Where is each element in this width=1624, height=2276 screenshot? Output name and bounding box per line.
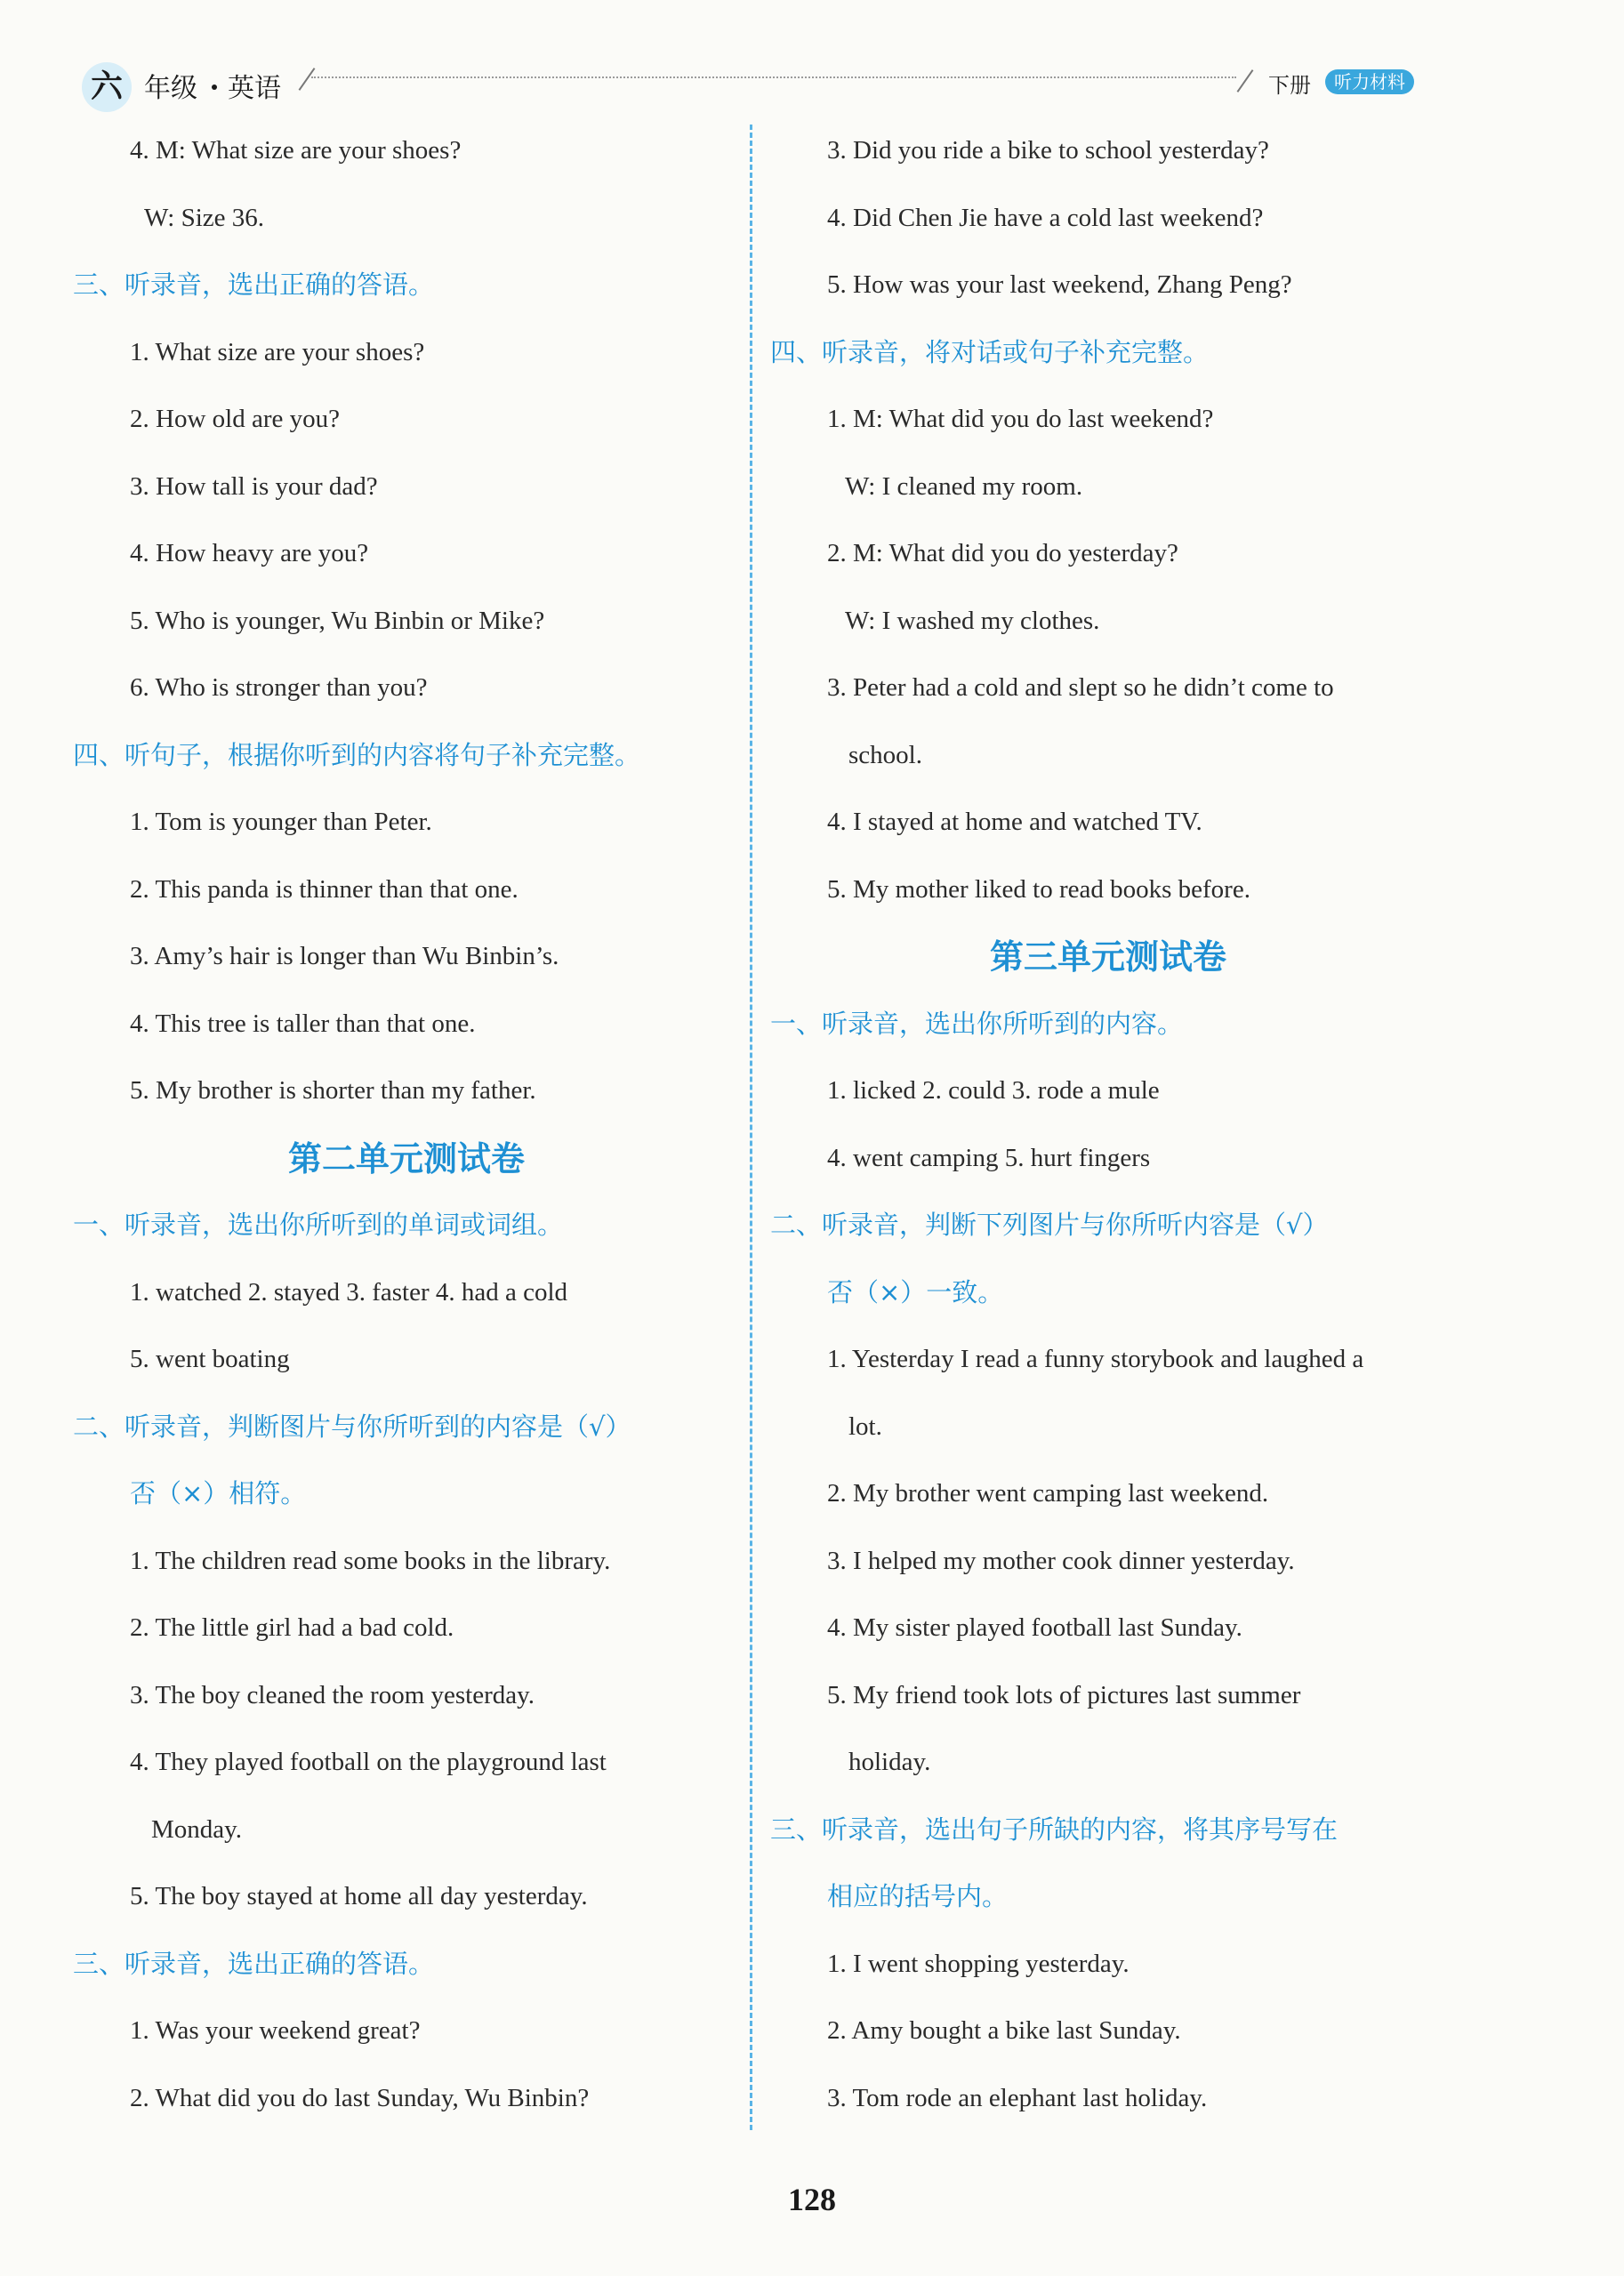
list-item: 4. went camping 5. hurt fingers bbox=[827, 1143, 1151, 1172]
section-heading-continued: 相应的括号内。 bbox=[827, 1881, 1009, 1911]
right-column bbox=[770, 117, 1446, 2132]
list-item: 1. The children read some books in the library. bbox=[130, 1546, 611, 1575]
section-heading-continued: 否（×）相符。 bbox=[130, 1478, 307, 1508]
list-item: 2. How old are you? bbox=[130, 405, 340, 433]
list-item: 2. This panda is thinner than that one. bbox=[130, 874, 519, 904]
grade-badge: 六 bbox=[82, 62, 132, 112]
list-item: 3. Tom rode an elephant last holiday. bbox=[827, 2083, 1208, 2112]
list-item: 4. Did Chen Jie have a cold last weekend? bbox=[827, 203, 1264, 232]
list-item: 1. Tom is younger than Peter. bbox=[130, 808, 432, 836]
section-heading: 二、听录音，判断下列图片与你所听内容是（√） bbox=[770, 1210, 1329, 1240]
list-item: 2. Amy bought a bike last Sunday. bbox=[827, 2016, 1181, 2045]
dialogue-line: W: Size 36. bbox=[144, 203, 265, 232]
list-item-continued: 4. M: What size are your shoes? bbox=[130, 136, 462, 165]
list-item-continued: lot. bbox=[848, 1411, 882, 1441]
section-heading: 三、听录音，选出句子所缺的内容，将其序号写在 bbox=[770, 1814, 1339, 1845]
list-item: 2. M: What did you do yesterday? bbox=[827, 539, 1178, 567]
left-column bbox=[73, 117, 740, 2132]
unit-test-title: 第三单元测试卷 bbox=[989, 937, 1226, 977]
list-item: 6. Who is stronger than you? bbox=[130, 673, 428, 702]
unit-test-title: 第二单元测试卷 bbox=[287, 1138, 525, 1178]
section-heading: 四、听句子，根据你听到的内容将句子补充完整。 bbox=[73, 739, 641, 770]
list-item: 2. My brother went camping last weekend. bbox=[827, 1479, 1269, 1508]
dialogue-line: W: I cleaned my room. bbox=[845, 471, 1083, 501]
subject-label: 英语 bbox=[228, 73, 281, 104]
section-heading: 四、听录音，将对话或句子补充完整。 bbox=[770, 336, 1210, 367]
header-dotted-rule bbox=[311, 76, 1236, 78]
page-number: 128 bbox=[788, 2182, 836, 2217]
column-divider bbox=[750, 125, 752, 2130]
list-item: 3. How tall is your dad? bbox=[130, 471, 378, 501]
list-item: 5. My mother liked to read books before. bbox=[827, 874, 1250, 904]
list-item: 1. I went shopping yesterday. bbox=[827, 1949, 1130, 1978]
list-item: 4. I stayed at home and watched TV. bbox=[827, 808, 1202, 836]
header-slash-right bbox=[1237, 69, 1254, 92]
list-item-continued: holiday. bbox=[848, 1748, 931, 1776]
list-item: 3. The boy cleaned the room yesterday. bbox=[130, 1680, 535, 1709]
list-item: 2. The little girl had a bad cold. bbox=[130, 1613, 454, 1642]
grade-label: 年级 bbox=[144, 73, 197, 104]
list-item: 5. went boating bbox=[130, 1345, 290, 1373]
list-item: 5. Who is younger, Wu Binbin or Mike? bbox=[130, 606, 545, 635]
list-item: 4. This tree is taller than that one. bbox=[130, 1009, 476, 1038]
list-item: 1. Yesterday I read a funny storybook and laughed a bbox=[827, 1345, 1364, 1373]
list-item: 4. They played football on the playground last bbox=[130, 1748, 607, 1776]
header-slash-left bbox=[299, 68, 316, 91]
list-item: 5. The boy stayed at home all day yesterday. bbox=[130, 1882, 588, 1910]
section-heading: 三、听录音，选出正确的答语。 bbox=[73, 269, 435, 300]
list-item: 1. M: What did you do last weekend? bbox=[827, 405, 1214, 433]
list-item-continued: school. bbox=[848, 740, 922, 769]
list-item: 3. Did you ride a bike to school yesterday? bbox=[827, 136, 1269, 165]
list-item: 5. My friend took lots of pictures last summer bbox=[827, 1680, 1301, 1709]
list-item-continued: Monday. bbox=[151, 1814, 243, 1844]
section-heading: 二、听录音，判断图片与你所听到的内容是（√） bbox=[73, 1411, 631, 1442]
list-item: 4. How heavy are you? bbox=[130, 539, 369, 567]
list-item: 3. Amy’s hair is longer than Wu Binbin’s. bbox=[130, 942, 559, 970]
list-item: 3. I helped my mother cook dinner yesterday. bbox=[827, 1546, 1295, 1575]
section-heading: 三、听录音，选出正确的答语。 bbox=[73, 1948, 435, 1979]
header-separator-dot bbox=[212, 84, 217, 90]
list-item: 1. What size are your shoes? bbox=[130, 337, 425, 366]
volume-label: 下册 bbox=[1268, 73, 1311, 98]
list-item: 5. How was your last weekend, Zhang Peng? bbox=[827, 270, 1292, 299]
page-header bbox=[0, 0, 1624, 116]
section-heading-continued: 否（×）一致。 bbox=[827, 1276, 1004, 1307]
dialogue-line: W: I washed my clothes. bbox=[845, 606, 1100, 635]
list-item: 1. Was your weekend great? bbox=[130, 2016, 421, 2045]
listening-material-badge: 听力材料 bbox=[1325, 69, 1414, 94]
list-item: 1. watched 2. stayed 3. faster 4. had a cold bbox=[130, 1277, 568, 1307]
list-item: 4. My sister played football last Sunday. bbox=[827, 1613, 1242, 1642]
section-heading: 一、听录音，选出你所听到的单词或词组。 bbox=[73, 1210, 564, 1240]
list-item: 5. My brother is shorter than my father. bbox=[130, 1076, 536, 1105]
list-item: 2. What did you do last Sunday, Wu Binbin? bbox=[130, 2083, 590, 2112]
section-heading: 一、听录音，选出你所听到的内容。 bbox=[770, 1008, 1184, 1039]
list-item: 1. licked 2. could 3. rode a mule bbox=[827, 1076, 1160, 1105]
list-item: 3. Peter had a cold and slept so he didn’t come to bbox=[827, 673, 1334, 702]
